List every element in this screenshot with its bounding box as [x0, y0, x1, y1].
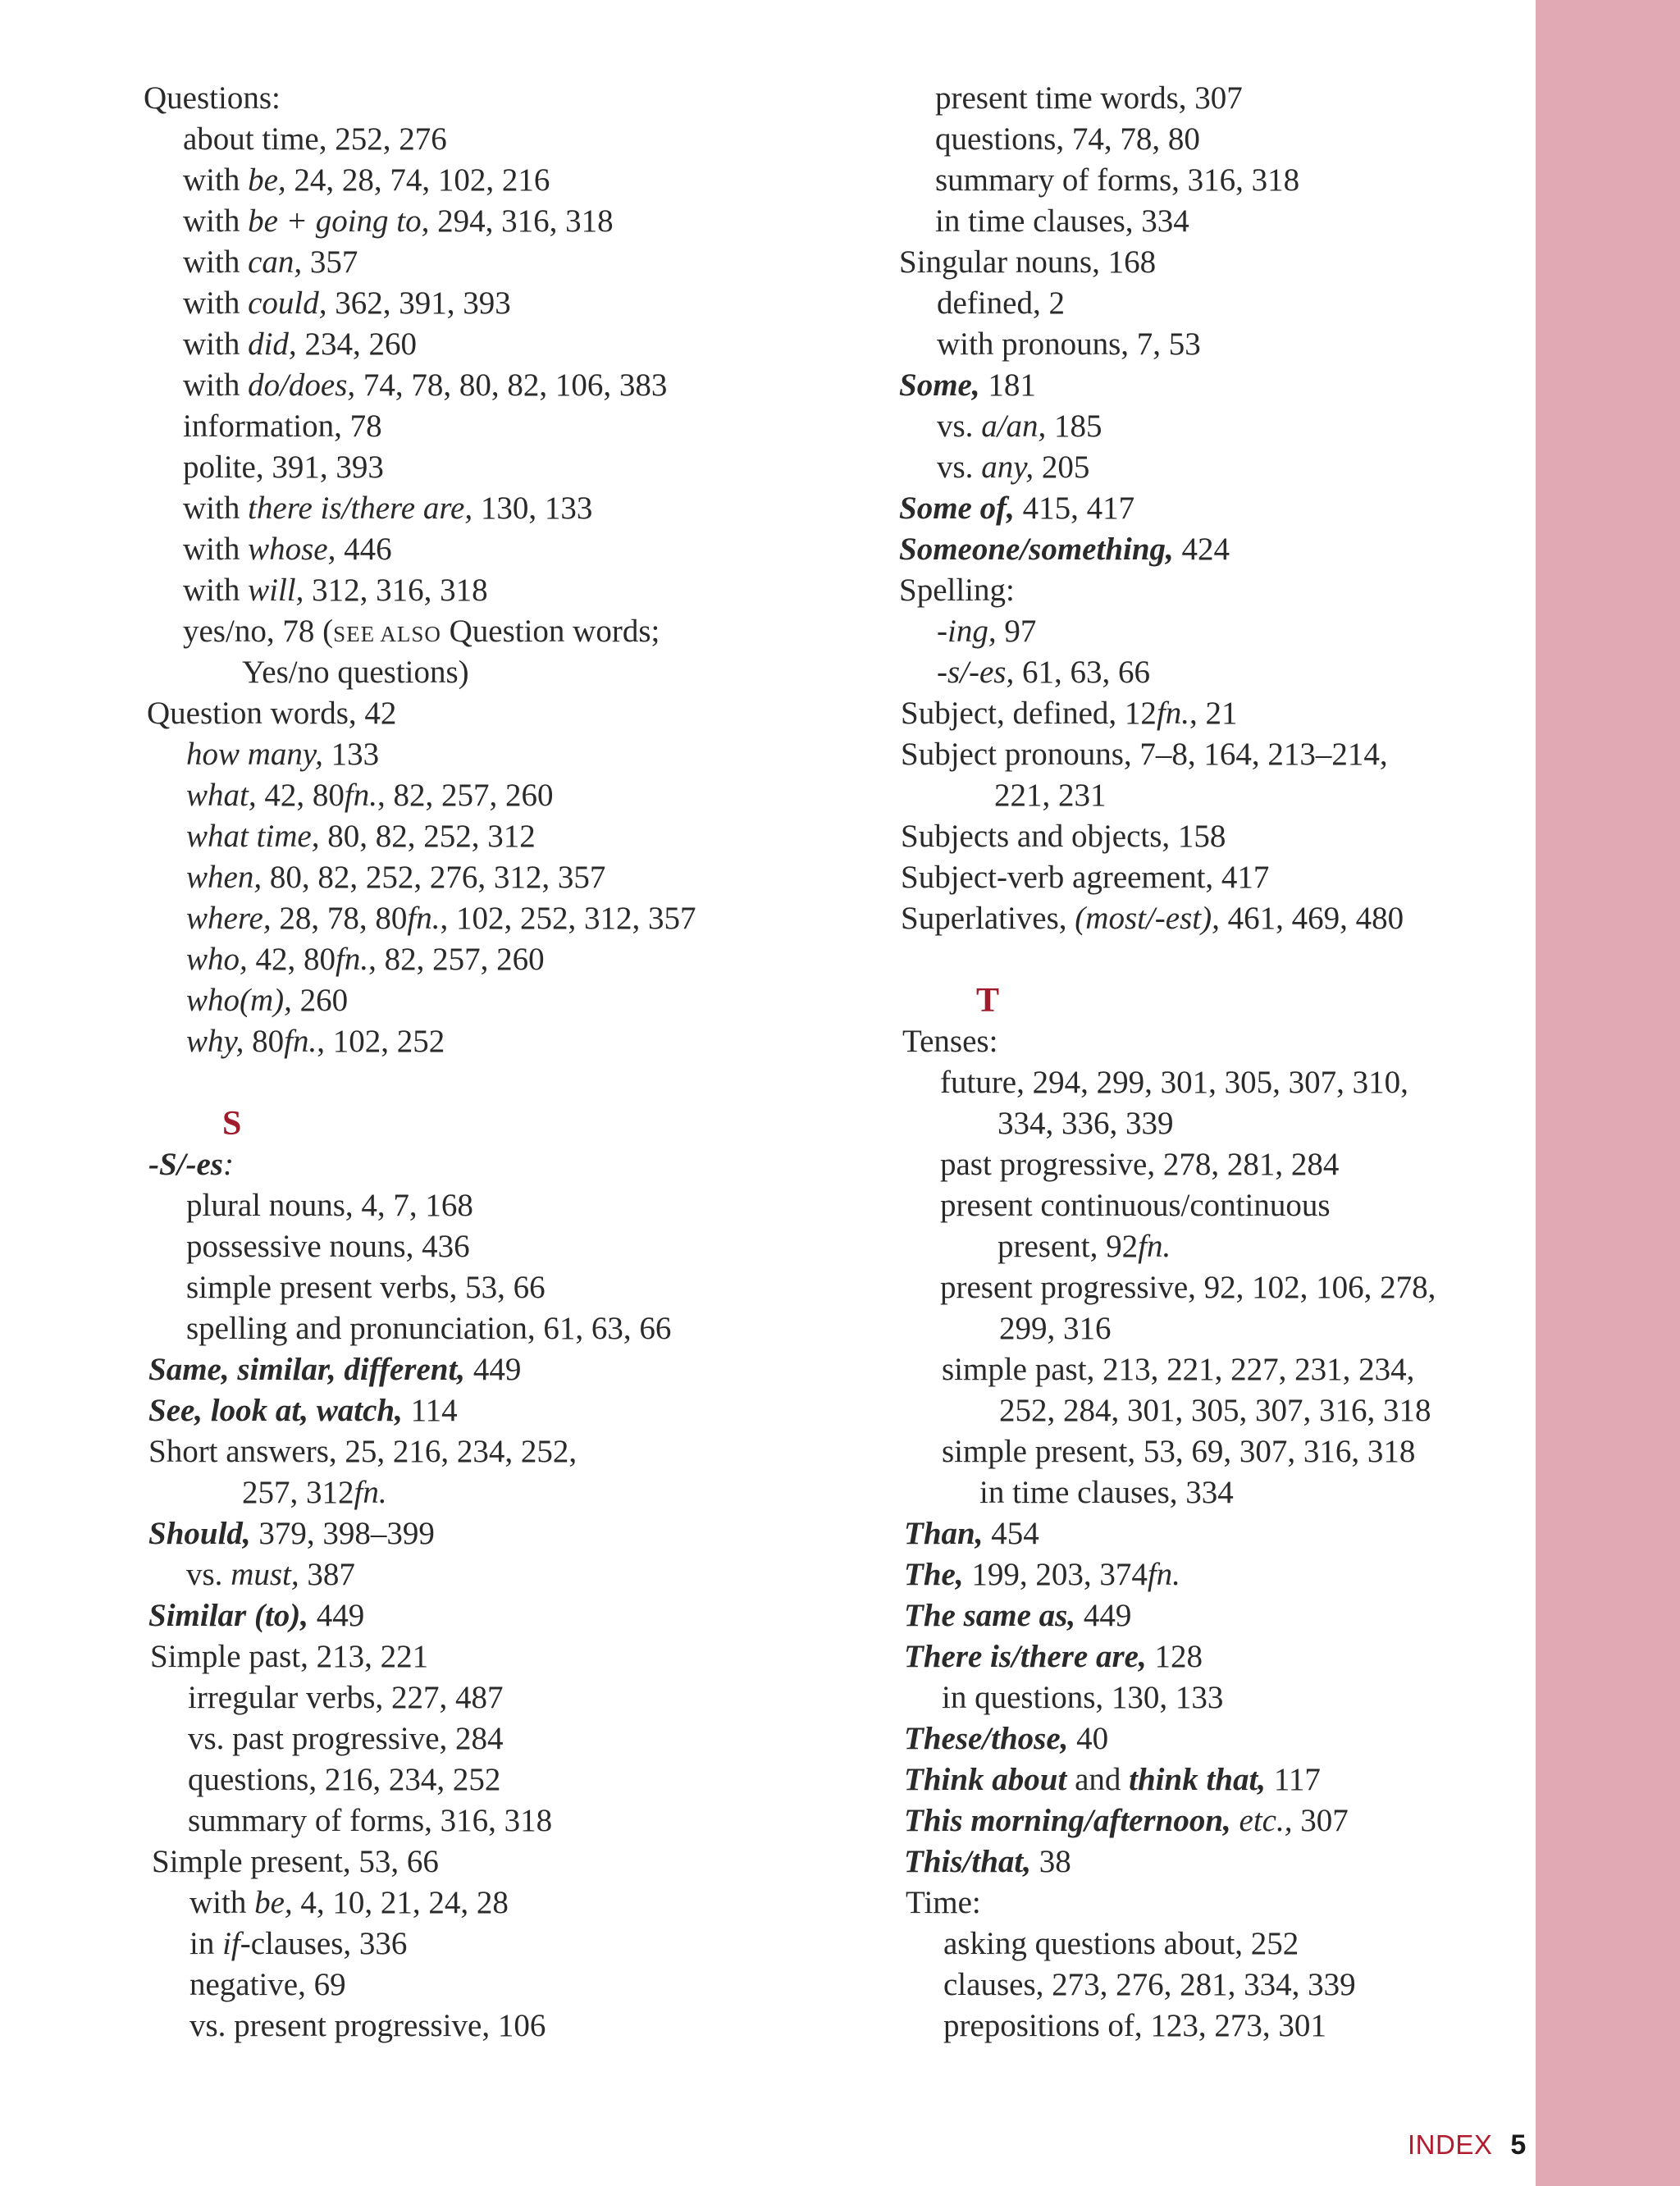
entry-text-run: fn.	[284, 1024, 317, 1059]
index-entry-line	[897, 2006, 1521, 2047]
entry-text-run: -S/-es	[148, 1147, 223, 1182]
index-entry-line	[897, 1062, 1521, 1103]
entry-text-run: 221, 231	[994, 778, 1107, 813]
entry-text-run: with	[183, 367, 249, 403]
entry-text-run: 80	[244, 1024, 285, 1059]
entry-text-run: 260	[291, 983, 349, 1018]
entry-text-run: 449	[308, 1598, 365, 1633]
entry-text-run: , 21	[1189, 696, 1238, 731]
entry-text-run: fn.	[344, 778, 377, 813]
entry-text-run: Someone/something,	[899, 532, 1174, 567]
index-entry-line	[144, 857, 882, 898]
entry-text-run: 130, 133	[472, 491, 593, 526]
index-entry-line	[144, 980, 882, 1021]
index-entry-line	[897, 1800, 1521, 1841]
index-entry-line	[144, 1554, 882, 1595]
entry-text-run: 449	[465, 1352, 522, 1387]
entry-text-run: Tenses:	[902, 1024, 998, 1059]
index-entry-line	[897, 1677, 1521, 1718]
entry-text-run: who,	[186, 942, 248, 977]
index-entry-line	[897, 1349, 1521, 1390]
index-entry-line	[897, 283, 1521, 324]
index-entry-line	[897, 1226, 1521, 1267]
entry-text-run: Superlatives,	[901, 901, 1075, 936]
entry-text-run: with	[183, 244, 249, 280]
entry-text-run: with	[183, 162, 249, 198]
running-footer-label: INDEX	[1408, 2129, 1493, 2160]
entry-text-run: 294, 316, 318	[429, 203, 614, 239]
entry-text-run: 114	[402, 1393, 458, 1428]
entry-text-run: think that,	[1129, 1762, 1267, 1797]
index-entry-line	[144, 119, 882, 160]
index-entry-line	[144, 1185, 882, 1226]
entry-text-run: defined, 2	[937, 285, 1065, 321]
index-entry-line	[897, 570, 1521, 611]
entry-text-run: in questions, 130, 133	[942, 1680, 1224, 1715]
entry-text-run: how many,	[186, 737, 323, 772]
index-entry-line	[897, 1759, 1521, 1800]
entry-text-run: when,	[186, 860, 262, 895]
entry-text-run: 449	[1075, 1598, 1132, 1633]
entry-text-run: :	[223, 1147, 234, 1182]
entry-text-run: Some of,	[899, 491, 1015, 526]
entry-text-run: fn.	[336, 942, 369, 977]
entry-text-run: 379, 398–399	[250, 1516, 435, 1551]
entry-text-run: 80, 82, 252, 312	[319, 819, 536, 854]
entry-text-run: with	[183, 573, 249, 608]
index-entry-line	[897, 488, 1521, 529]
entry-text-run: did,	[248, 326, 297, 362]
index-entry-line	[144, 1021, 882, 1062]
entry-text-run: The same as,	[904, 1598, 1076, 1633]
index-entry-line	[144, 1841, 882, 1883]
entry-text-run: 362, 391, 393	[326, 285, 511, 321]
entry-text-run: Than,	[904, 1516, 984, 1551]
index-entry-line	[144, 939, 882, 980]
entry-text-run: Question words, 42	[147, 696, 397, 731]
entry-text-run: in	[189, 1926, 223, 1961]
entry-text-run: Time:	[906, 1885, 981, 1920]
index-entry-line	[897, 611, 1521, 652]
entry-text-run: can,	[248, 244, 303, 280]
entry-text-run: -ing,	[937, 614, 997, 649]
entry-text-run: 387	[299, 1557, 355, 1592]
entry-text-run: Simple present, 53, 66	[152, 1844, 439, 1879]
entry-text-run: will,	[248, 573, 304, 608]
index-entry-line	[144, 734, 882, 775]
index-entry-line	[897, 652, 1521, 693]
entry-text-run: Spelling:	[899, 573, 1015, 608]
index-entry-line	[897, 242, 1521, 283]
entry-text-run: fn.	[407, 901, 441, 936]
index-entry-line	[897, 1308, 1521, 1349]
entry-text-run: vs.	[937, 450, 982, 485]
entry-text-run: 28, 78, 80	[271, 901, 408, 936]
entry-text-run: vs.	[937, 408, 982, 444]
index-entry-line	[144, 1718, 882, 1759]
entry-text-run: fn.	[1138, 1229, 1171, 1264]
index-entry-line	[144, 529, 882, 570]
index-entry-line	[144, 898, 882, 939]
entry-text-run: in time clauses, 334	[935, 203, 1189, 239]
entry-text-run: simple present, 53, 69, 307, 316, 318	[942, 1434, 1416, 1469]
entry-text-run: , 102, 252	[317, 1024, 445, 1059]
entry-text-run: prepositions of, 123, 273, 301	[943, 2008, 1326, 2043]
entry-text-run: , 82, 257, 260	[377, 778, 554, 813]
entry-text-run: These/those,	[904, 1721, 1069, 1756]
entry-text-run: Questions:	[144, 80, 281, 116]
index-entry-line	[897, 857, 1521, 898]
entry-text-run: 24, 28, 74, 102, 216	[285, 162, 550, 198]
entry-text-run: information, 78	[183, 408, 382, 444]
index-entry-line	[144, 1513, 882, 1554]
entry-text-run: spelling and pronunciation, 61, 63, 66	[186, 1311, 672, 1346]
entry-text-run: future, 294, 299, 301, 305, 307, 310,	[940, 1065, 1408, 1100]
entry-text-run: 415, 417	[1014, 491, 1135, 526]
entry-text-run: must,	[231, 1557, 299, 1592]
entry-text-run: clauses, 273, 276, 281, 334, 339	[943, 1967, 1356, 2002]
index-entry-line	[144, 488, 882, 529]
entry-text-run: negative, 69	[189, 1967, 346, 2002]
index-entry-line	[144, 1390, 882, 1431]
entry-text-run: Yes/no questions)	[242, 655, 469, 690]
index-entry-line	[897, 1883, 1521, 1924]
index-entry-line	[144, 324, 882, 365]
entry-text-run: (most/-est),	[1075, 901, 1220, 936]
entry-text-run: vs. past progressive, 284	[188, 1721, 504, 1756]
index-entry-line	[144, 1349, 882, 1390]
index-entry-line	[897, 406, 1521, 447]
entry-text-run: summary of forms, 316, 318	[935, 162, 1300, 198]
index-entry-line	[144, 652, 882, 693]
index-entry-line	[897, 529, 1521, 570]
entry-text-run: 446	[336, 532, 392, 567]
entry-text-run: 97	[996, 614, 1037, 649]
entry-text-run: This/that,	[904, 1844, 1031, 1879]
entry-text-run: about time, 252, 276	[183, 121, 447, 157]
index-entry-line	[897, 1390, 1521, 1431]
entry-text-run: 38	[1030, 1844, 1071, 1879]
entry-text-run: 424	[1173, 532, 1230, 567]
index-entry-line	[144, 816, 882, 857]
index-entry-line	[144, 1883, 882, 1924]
entry-text-run: 4, 10, 21, 24, 28	[292, 1885, 509, 1920]
index-entry-line	[897, 201, 1521, 242]
index-entry-line	[897, 1431, 1521, 1472]
index-entry-line	[144, 775, 882, 816]
index-entry-line	[144, 611, 882, 652]
entry-text-run: plural nouns, 4, 7, 168	[186, 1188, 473, 1223]
entry-text-run: past progressive, 278, 281, 284	[940, 1147, 1340, 1182]
entry-text-run: with	[189, 1885, 255, 1920]
entry-text-run: 234, 260	[296, 326, 417, 362]
index-entry-line	[897, 1841, 1521, 1883]
page-number: 5	[1510, 2129, 1527, 2161]
index-entry-line	[897, 1472, 1521, 1513]
entry-text-run: be,	[254, 1885, 293, 1920]
entry-text-run: 312, 316, 318	[304, 573, 488, 608]
index-entry-line	[897, 160, 1521, 201]
entry-text-run: be,	[248, 162, 286, 198]
entry-text-run: fn.	[1156, 696, 1190, 731]
entry-text-run: etc.,	[1230, 1803, 1293, 1838]
entry-text-run: 133	[322, 737, 380, 772]
index-entry-line	[144, 406, 882, 447]
index-entry-line	[144, 447, 882, 488]
entry-text-run: , 102, 252, 312, 357	[440, 901, 696, 936]
entry-text-run: See, look at, watch,	[148, 1393, 403, 1428]
index-entry-line	[897, 1595, 1521, 1636]
entry-text-run: there is/there are,	[248, 491, 473, 526]
index-entry-line	[897, 1267, 1521, 1308]
index-entry-line	[144, 1965, 882, 2006]
entry-text-run: 454	[983, 1516, 1039, 1551]
entry-text-run: 42, 80	[247, 942, 336, 977]
index-entry-line	[897, 1103, 1521, 1144]
index-entry-line	[144, 1636, 882, 1677]
entry-text-run: present continuous/continuous	[940, 1188, 1331, 1223]
index-entry-line	[144, 1267, 882, 1308]
entry-text-run: fn.	[1147, 1557, 1180, 1592]
index-entry-line	[897, 1924, 1521, 1965]
entry-text-run: 74, 78, 80, 82, 106, 383	[355, 367, 668, 403]
entry-text-run: yes/no, 78 (	[183, 614, 334, 649]
index-entry-line	[144, 78, 882, 119]
index-entry-line	[897, 1185, 1521, 1226]
entry-text-run: Singular nouns, 168	[899, 244, 1157, 280]
index-entry-line	[144, 160, 882, 201]
index-entry-line	[897, 365, 1521, 406]
index-column-right	[897, 78, 1521, 2047]
index-entry-line	[897, 1965, 1521, 2006]
index-entry-line	[897, 447, 1521, 488]
index-entry-line	[144, 201, 882, 242]
index-entry-line	[897, 119, 1521, 160]
entry-text-run: could,	[248, 285, 327, 321]
entry-text-run: 185	[1046, 408, 1102, 444]
index-entry-line	[897, 1144, 1521, 1185]
entry-text-run: summary of forms, 316, 318	[188, 1803, 553, 1838]
index-entry-line	[897, 324, 1521, 365]
index-entry-line	[897, 78, 1521, 119]
entry-text-run: with	[183, 326, 249, 362]
entry-text-run: 334, 336, 339	[998, 1106, 1174, 1141]
entry-text-run: 461, 469, 480	[1219, 901, 1404, 936]
entry-text-run: This morning/afternoon,	[904, 1803, 1231, 1838]
entry-text-run: -clauses, 336	[240, 1926, 408, 1961]
entry-text-run: be + going to,	[248, 203, 430, 239]
entry-text-run: with	[183, 285, 249, 321]
entry-text-run: with	[183, 532, 249, 567]
entry-text-run: questions, 216, 234, 252	[188, 1762, 501, 1797]
entry-text-run: Think about	[904, 1762, 1067, 1797]
entry-text-run: with pronouns, 7, 53	[937, 326, 1201, 362]
entry-text-run: 117	[1266, 1762, 1321, 1797]
entry-text-run: There is/there are,	[904, 1639, 1147, 1674]
entry-text-run: Simple past, 213, 221	[150, 1639, 429, 1674]
entry-text-run: questions, 74, 78, 80	[935, 121, 1200, 157]
index-entry-line	[897, 1636, 1521, 1677]
entry-text-run: -s/-es,	[937, 655, 1015, 690]
entry-text-run: SEE ALSO	[333, 622, 441, 646]
entry-text-run: 181	[979, 367, 1036, 403]
entry-text-run: Same, similar, different,	[148, 1352, 466, 1387]
entry-text-run: , 82, 257, 260	[368, 942, 545, 977]
index-entry-line	[144, 1595, 882, 1636]
entry-text-run: and	[1066, 1762, 1130, 1797]
index-entry-line	[144, 1308, 882, 1349]
index-entry-line	[897, 734, 1521, 775]
section-letter-heading: T	[976, 982, 1000, 1020]
entry-text-run: 257, 312	[242, 1475, 354, 1510]
entry-text-run: irregular verbs, 227, 487	[188, 1680, 504, 1715]
entry-text-run: Short answers, 25, 216, 234, 252,	[148, 1434, 578, 1469]
index-entry-line	[144, 2006, 882, 2047]
index-column-left	[144, 78, 882, 2047]
index-entry-line	[144, 1472, 882, 1513]
index-entry-line	[144, 693, 882, 734]
page-footer	[1408, 2129, 1526, 2161]
index-entry-line	[144, 570, 882, 611]
entry-text-run: what time,	[186, 819, 320, 854]
entry-text-run: what,	[186, 778, 257, 813]
entry-text-run: who(m),	[186, 983, 292, 1018]
index-entry-line	[144, 365, 882, 406]
entry-text-run: with	[183, 491, 249, 526]
entry-text-run: Similar (to),	[148, 1598, 309, 1633]
index-entry-line	[897, 1718, 1521, 1759]
index-entry-line	[144, 1924, 882, 1965]
entry-text-run: vs.	[186, 1557, 231, 1592]
entry-text-run: 199, 203, 374	[963, 1557, 1148, 1592]
entry-text-run: simple past, 213, 221, 227, 231, 234,	[942, 1352, 1415, 1387]
pink-side-band	[1536, 0, 1680, 2186]
index-entry-line	[897, 816, 1521, 857]
entry-text-run: polite, 391, 393	[183, 450, 384, 485]
index-entry-line	[897, 898, 1521, 939]
index-entry-line	[144, 1431, 882, 1472]
entry-text-run: The,	[904, 1557, 964, 1592]
entry-text-run: possessive nouns, 436	[186, 1229, 470, 1264]
index-entry-line	[144, 1677, 882, 1718]
entry-text-run: in time clauses, 334	[979, 1475, 1234, 1510]
index-entry-line	[897, 1554, 1521, 1595]
entry-text-run: Should,	[148, 1516, 251, 1551]
entry-text-run: fn.	[354, 1475, 387, 1510]
entry-text-run: any,	[981, 450, 1034, 485]
entry-text-run: Some,	[899, 367, 980, 403]
index-entry-line	[144, 1226, 882, 1267]
entry-text-run: do/does,	[248, 367, 356, 403]
index-entry-line	[144, 1800, 882, 1841]
entry-text-run: 357	[302, 244, 358, 280]
entry-text-run: a/an,	[981, 408, 1047, 444]
entry-text-run: present, 92	[998, 1229, 1139, 1264]
index-entry-line	[144, 1144, 882, 1185]
entry-text-run: Subject pronouns, 7–8, 164, 213–214,	[901, 737, 1388, 772]
entry-text-run: 80, 82, 252, 276, 312, 357	[262, 860, 606, 895]
entry-text-run: Question words;	[441, 614, 660, 649]
section-letter-heading: S	[222, 1105, 242, 1143]
entry-text-run: why,	[186, 1024, 244, 1059]
index-entry-line	[897, 1513, 1521, 1554]
entry-text-run: Subjects and objects, 158	[901, 819, 1226, 854]
index-entry-line	[144, 283, 882, 324]
entry-text-run: Subject-verb agreement, 417	[901, 860, 1270, 895]
entry-text-run: where,	[186, 901, 272, 936]
entry-text-run: 307	[1292, 1803, 1349, 1838]
entry-text-run: 40	[1068, 1721, 1109, 1756]
entry-text-run: 205	[1034, 450, 1090, 485]
entry-text-run: 299, 316	[999, 1311, 1112, 1346]
entry-text-run: whose,	[248, 532, 336, 567]
section-gap	[144, 1062, 882, 1103]
entry-text-run: 128	[1146, 1639, 1203, 1674]
entry-text-run: vs. present progressive, 106	[189, 2008, 546, 2043]
index-entry-line	[897, 1021, 1521, 1062]
entry-text-run: with	[183, 203, 249, 239]
index-entry-line	[897, 775, 1521, 816]
index-entry-line	[144, 242, 882, 283]
entry-text-run: if	[222, 1926, 240, 1961]
entry-text-run: simple present verbs, 53, 66	[186, 1270, 546, 1305]
entry-text-run: 42, 80	[256, 778, 345, 813]
entry-text-run: present time words, 307	[935, 80, 1243, 116]
section-gap	[897, 939, 1521, 980]
index-entry-line	[144, 1759, 882, 1800]
index-entry-line	[897, 693, 1521, 734]
entry-text-run: 61, 63, 66	[1014, 655, 1150, 690]
entry-text-run: present progressive, 92, 102, 106, 278,	[940, 1270, 1436, 1305]
entry-text-run: 252, 284, 301, 305, 307, 316, 318	[999, 1393, 1431, 1428]
entry-text-run: Subject, defined, 12	[901, 696, 1157, 731]
entry-text-run: asking questions about, 252	[943, 1926, 1299, 1961]
